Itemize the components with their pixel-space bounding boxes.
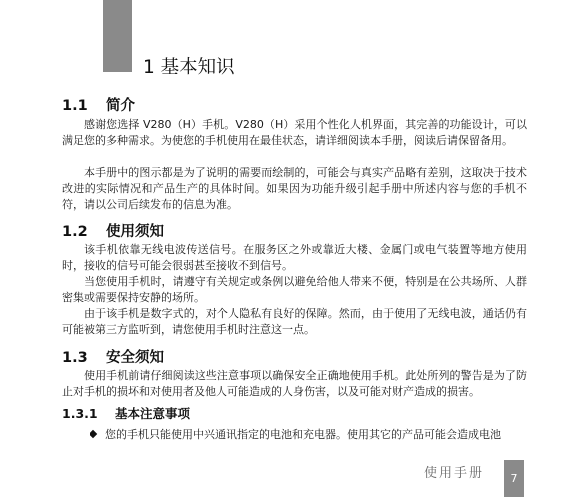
- chapter-title: 1 基本知识: [143, 57, 235, 78]
- section-heading-safety: [62, 346, 164, 367]
- subsection-heading-basic-precautions: [62, 404, 190, 422]
- section-title: 安全须知: [106, 350, 164, 366]
- diamond-bullet-icon: [90, 430, 97, 438]
- safety-paragraph-1: 使用手机前请仔细阅读这些注意事项以确保安全正确地使用手机。此处所列的警告是为了防止对手机的损坏和对使用者及他人可能造成的人身伤害，以及可能对财产造成的损害。: [62, 369, 527, 398]
- subsection-number: 1.3.1: [62, 406, 98, 421]
- section-number: 1.1: [62, 98, 88, 114]
- section-number: 1.3: [62, 350, 88, 366]
- intro-paragraph-1: 感谢您选择 V280（H）手机。V280（H）采用个性化人机界面，其完善的功能设计，可以满足您的多种需求。为使您的手机使用在最佳状态，请详细阅读本手册，阅读后请保留备用。: [62, 118, 527, 147]
- bullet-text: 您的手机只能使用中兴通讯指定的电池和充电器。使用其它的产品可能会造成电池: [105, 428, 501, 441]
- section-title: 使用须知: [106, 224, 164, 240]
- subsection-title: 基本注意事项: [115, 406, 191, 421]
- chapter-tab-marker: [103, 0, 132, 72]
- usage-paragraph-3: 由于该手机是数字式的，对个人隐私有良好的保障。然而，由于使用了无线电波，通话仍有可能被第三方监听到，请您使用手机时注意这一点。: [62, 307, 527, 336]
- footer-manual-label: 使用手册: [424, 466, 485, 481]
- section-heading-intro: [62, 94, 135, 115]
- intro-paragraph-2: 本手册中的图示都是为了说明的需要而绘制的，可能会与真实产品略有差别，这取决于技术改进的实际情况和产品生产的具体时间。如果因为功能升级引起手册中所述内容与您的手机不符，请以公司后续发布的信息为准。: [62, 166, 527, 211]
- bullet-item: [90, 427, 530, 443]
- usage-paragraph-1: 该手机依靠无线电波传送信号。在服务区之外或靠近大楼、金属门或电气装置等地方使用时，接收的信号可能会很弱甚至接收不到信号。: [62, 243, 527, 272]
- page-number: 7: [504, 460, 524, 497]
- section-number: 1.2: [62, 224, 88, 240]
- section-heading-usage: [62, 220, 164, 241]
- usage-paragraph-2: 当您使用手机时，请遵守有关规定或条例以避免给他人带来不便，特别是在公共场所、人群密集或需要保持安静的场所。: [62, 275, 527, 304]
- section-title: 简介: [106, 98, 135, 114]
